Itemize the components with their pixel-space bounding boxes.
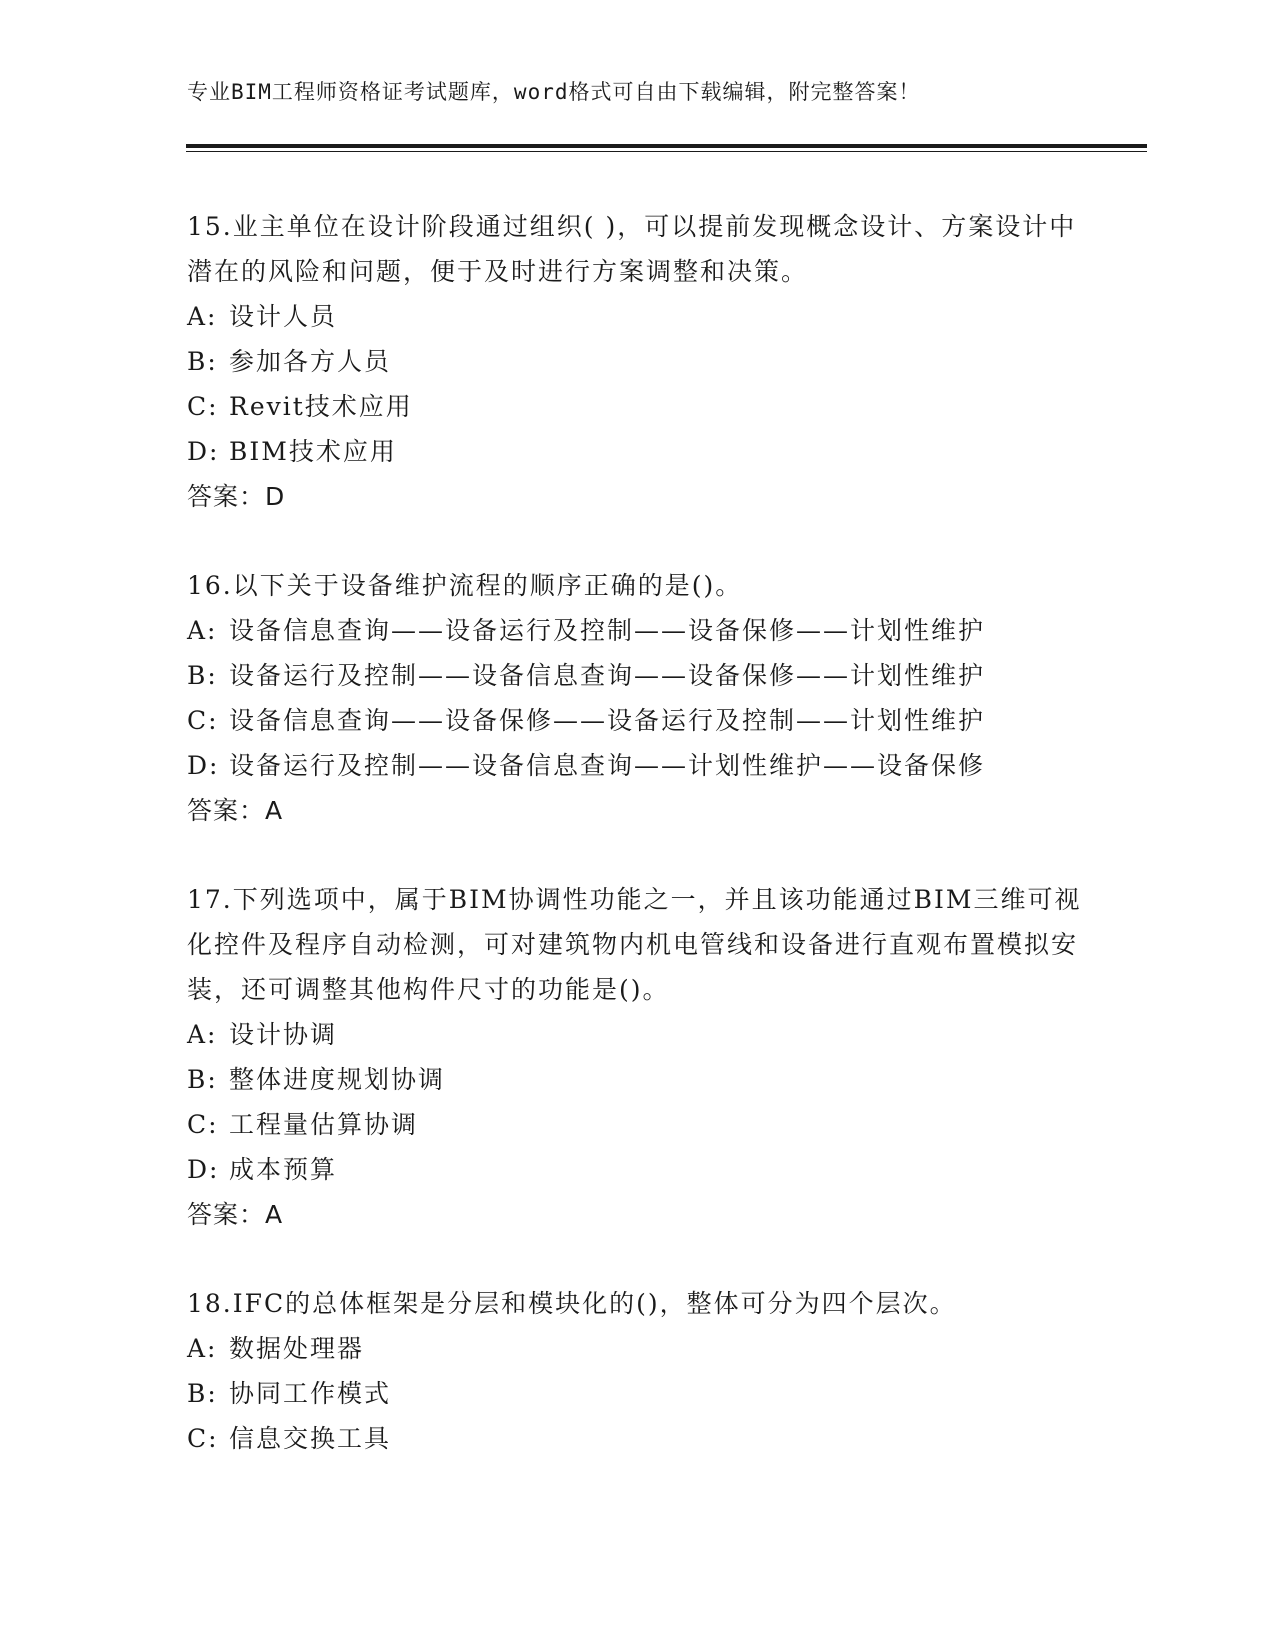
option-letter: D:: [187, 1155, 220, 1184]
option-letter: D:: [187, 437, 220, 466]
option-letter: B:: [187, 661, 218, 690]
option-text: 设备运行及控制——设备信息查询——计划性维护——设备保修: [229, 751, 986, 780]
option-text: 整体进度规划协调: [229, 1065, 446, 1094]
answer-line: 答案：A: [187, 796, 284, 825]
option-a: [187, 608, 1087, 653]
option-a: [187, 294, 1087, 339]
header-divider-thick: [186, 144, 1147, 148]
option-letter: C:: [187, 392, 219, 421]
question-stem: 17.下列选项中，属于BIM协调性功能之一，并且该功能通过BIM三维可视化控件及程序自动检测，可对建筑物内机电管线和设备进行直观布置模拟安装，还可调整其他构件尺寸的功能是()。: [187, 885, 1082, 1004]
option-text: 信息交换工具: [229, 1424, 392, 1453]
question-18: [187, 1281, 1087, 1461]
option-text: 成本预算: [229, 1155, 338, 1184]
option-letter: A:: [187, 302, 218, 331]
option-letter: C:: [187, 706, 219, 735]
option-letter: D:: [187, 751, 220, 780]
option-letter: C:: [187, 1424, 219, 1453]
option-a: [187, 1012, 1087, 1057]
question-15: [187, 204, 1087, 519]
option-letter: C:: [187, 1110, 219, 1139]
option-text: Revit技术应用: [229, 392, 413, 421]
option-text: 工程量估算协调: [229, 1110, 419, 1139]
option-d: [187, 1147, 1087, 1192]
option-a: [187, 1326, 1087, 1371]
option-c: [187, 1102, 1087, 1147]
option-b: [187, 1057, 1087, 1102]
option-letter: B:: [187, 1065, 218, 1094]
question-stem: 18.IFC的总体框架是分层和模块化的()，整体可分为四个层次。: [187, 1289, 957, 1318]
option-c: [187, 384, 1087, 429]
answer-line: 答案：D: [187, 482, 286, 511]
option-b: [187, 1371, 1087, 1416]
option-text: 设计人员: [229, 302, 338, 331]
option-d: [187, 743, 1087, 788]
option-text: BIM技术应用: [229, 437, 397, 466]
option-b: [187, 339, 1087, 384]
question-16: [187, 563, 1087, 833]
question-stem: 16.以下关于设备维护流程的顺序正确的是()。: [187, 571, 743, 600]
option-text: 参加各方人员: [229, 347, 392, 376]
option-text: 设备运行及控制——设备信息查询——设备保修——计划性维护: [229, 661, 986, 690]
header-divider-thin: [186, 151, 1147, 152]
option-d: [187, 429, 1087, 474]
page-header: 专业BIM工程师资格证考试题库，word格式可自由下载编辑，附完整答案！: [187, 80, 921, 104]
option-text: 数据处理器: [229, 1334, 365, 1363]
option-text: 设备信息查询——设备运行及控制——设备保修——计划性维护: [229, 616, 986, 645]
option-c: [187, 1416, 1087, 1461]
answer-line: 答案：A: [187, 1200, 284, 1229]
option-letter: A:: [187, 1020, 218, 1049]
option-letter: B:: [187, 347, 218, 376]
question-stem: 15.业主单位在设计阶段通过组织( )，可以提前发现概念设计、方案设计中潜在的风险和问题，便于及时进行方案调整和决策。: [187, 212, 1077, 286]
option-letter: A:: [187, 616, 218, 645]
option-text: 设计协调: [229, 1020, 338, 1049]
option-letter: B:: [187, 1379, 218, 1408]
option-letter: A:: [187, 1334, 218, 1363]
option-b: [187, 653, 1087, 698]
option-text: 设备信息查询——设备保修——设备运行及控制——计划性维护: [229, 706, 986, 735]
question-list: [187, 204, 1087, 1505]
question-17: [187, 877, 1087, 1237]
option-c: [187, 698, 1087, 743]
option-text: 协同工作模式: [229, 1379, 392, 1408]
